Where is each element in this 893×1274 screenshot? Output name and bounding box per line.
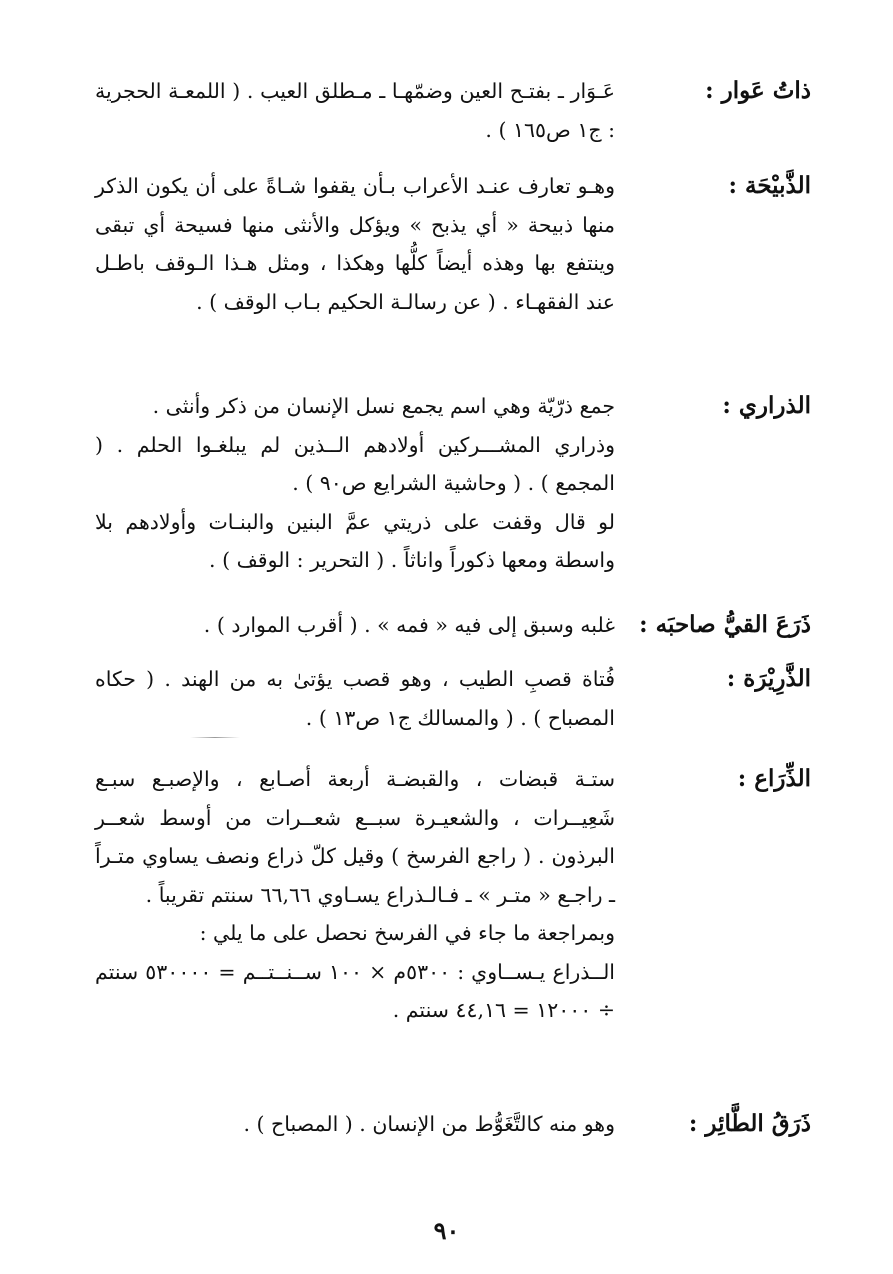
entry-term: الذِّرَاع : [737, 765, 811, 792]
entry-term: الذراري : [722, 392, 811, 419]
stray-pen-mark [190, 737, 240, 738]
definition-paragraph: لو قال وقفت على ذريتي عمَّ البنين والبنـات وأولادهم بلا واسطة ومعها ذكوراً واناثاً . ( التحرير : الوقف ) . [95, 509, 615, 572]
definition-paragraph: جمع ذرّيّة وهي اسم يجمع نسل الإنسان من ذكر وأنثى . [152, 394, 615, 418]
definition-paragraph: الــذراع يـســاوي : ٥٣٠٠م × ١٠٠ ســنــتــم = ٥٣٠٠٠٠ سنتم ÷ ١٢٠٠٠ = ٤٤,١٦ سنتم . [95, 959, 616, 1022]
definition-paragraph: ستـة قبضات ، والقبضـة أربعة أصـابع ، والإصبـع سبـع شَعِيــرات ، والشعيـرة سبــع شعــرات من أوسط شعــر البرذون . ( راجع الفرسخ ) وقيل كلّ ذراع ونصف يساوي متـراً ـ راجـع « متـر » ـ فـالـذراع يسـاوي ٦٦,٦٦ سنتم تقريباً . [95, 767, 615, 907]
entry-definition [95, 660, 615, 737]
definition-paragraph: عَـوَار ـ بفتـح العين وضمّهـا ـ مـطلق العيب . ( اللمعـة الحجرية : ج١ ص١٦٥ ) . [95, 79, 615, 142]
entry-term: الذَّبيْحَة : [728, 172, 811, 199]
entry-term: ذَرَعَ القيُّ صاحبَه : [639, 611, 811, 638]
entry-term: الذَّرِيْرَة : [726, 665, 811, 692]
entry-definition [95, 760, 615, 1030]
entry-term: ذَرَقُ الطَّائِر : [688, 1110, 811, 1137]
entry-definition [95, 1105, 615, 1144]
definition-paragraph: وبمراجعة ما جاء في الفرسخ نحصل على ما يلي : [199, 921, 615, 945]
entry-definition [95, 606, 615, 645]
definition-paragraph: وهـو تعارف عنـد الأعراب بـأن يقفوا شـاةً على أن يكون الذكر منها ذبيحة « أي يذبح » ويؤكل والأنثى منها فسيحة أي تبقى وينتفع بها وهذه أيضاً كلُّها وهكذا ، ومثل هـذا الـوقف باطـل عند الفقهـاء . ( عن رسالـة الحكيم بـاب الوقف ) . [95, 174, 615, 314]
entry-definition [95, 72, 615, 149]
entry-term: ذاتُ عَوار : [705, 77, 811, 104]
entry-definition [95, 387, 615, 580]
definition-paragraph: وهو منه كالتَّغَوُّط من الإنسان . ( المصباح ) . [243, 1112, 615, 1136]
definition-paragraph: غلبه وسبق إلى فيه « فمه » . ( أقرب الموارد ) . [203, 613, 615, 637]
definition-paragraph: وذراري المشـــركين أولادهم الــذين لم يبلغـوا الحلم . ( المجمع ) . ( وحاشية الشرايع ص٩٠ ) . [95, 432, 615, 495]
definition-paragraph: فُتاة قصبِ الطيب ، وهو قصب يؤتىٰ به من الهند . ( حكاه المصباح ) . ( والمسالك ج١ ص١٣ ) . [95, 667, 615, 730]
entry-definition [95, 167, 615, 321]
page-number: ٩٠ [433, 1216, 460, 1245]
